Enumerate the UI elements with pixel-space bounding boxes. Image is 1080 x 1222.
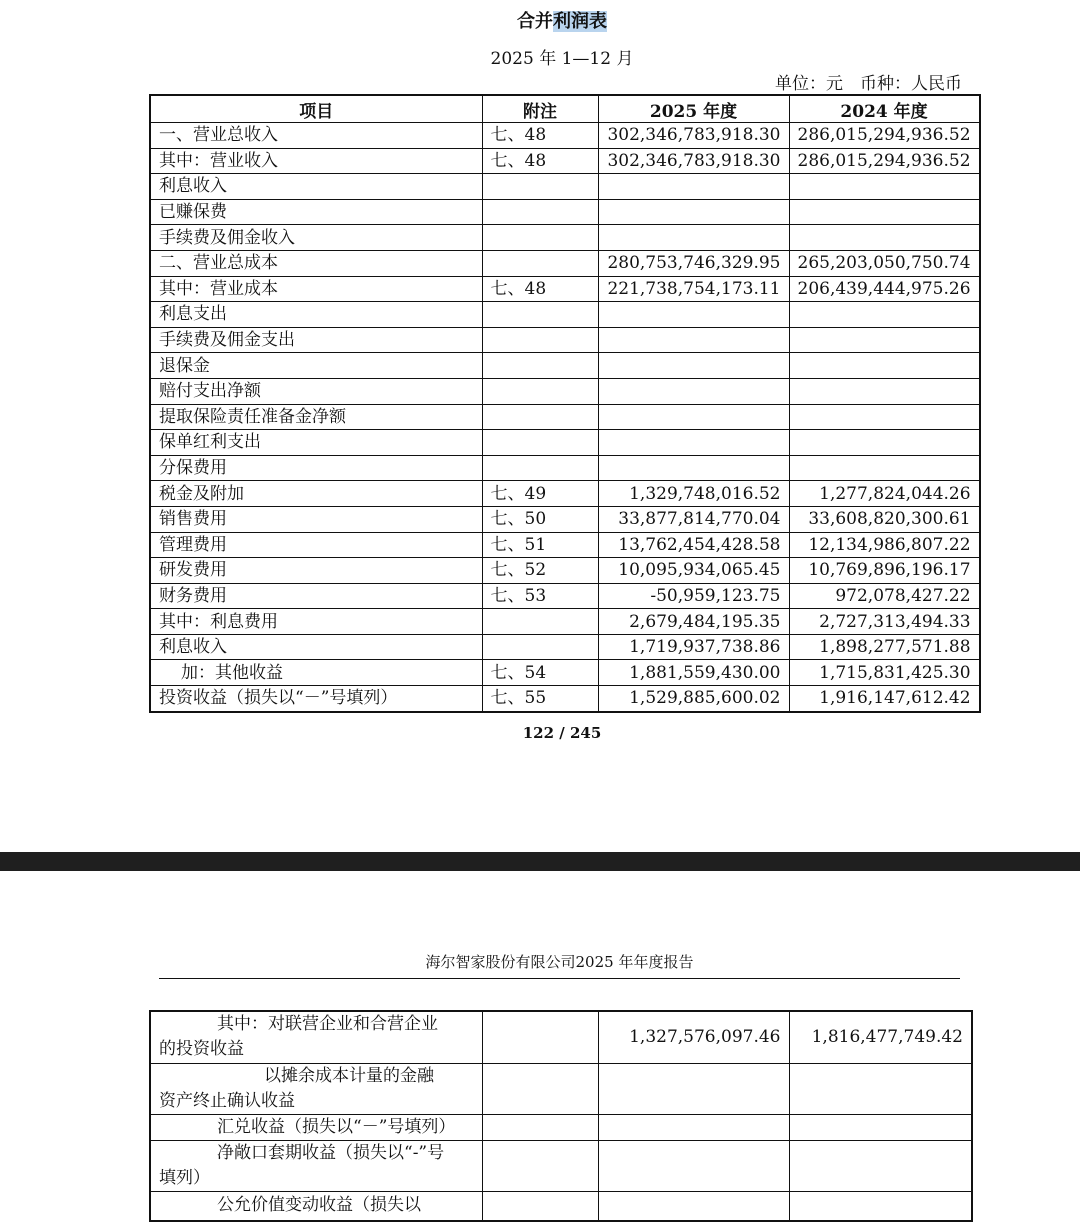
row-item bbox=[150, 1011, 482, 1063]
row-2024-value: 12,134,986,807.22 bbox=[789, 532, 980, 558]
table-row bbox=[150, 378, 980, 404]
row-2025-value bbox=[598, 174, 789, 200]
row-2025-value: 1,327,576,097.46 bbox=[598, 1011, 789, 1063]
row-note bbox=[482, 302, 598, 328]
row-item: 保单红利支出 bbox=[150, 430, 482, 456]
row-item-line2: 填列） bbox=[159, 1167, 210, 1188]
row-2025-value: 33,877,814,770.04 bbox=[598, 506, 789, 532]
header-item: 项目 bbox=[150, 95, 482, 123]
row-2024-value: 1,816,477,749.42 bbox=[789, 1011, 972, 1063]
row-2024-value: 286,015,294,936.52 bbox=[789, 123, 980, 149]
row-2024-value: 1,898,277,571.88 bbox=[789, 634, 980, 660]
row-2024-value: 286,015,294,936.52 bbox=[789, 148, 980, 174]
row-item: 加：其他收益 bbox=[150, 660, 482, 686]
page-separator bbox=[0, 852, 1080, 871]
row-2024-value: 1,715,831,425.30 bbox=[789, 660, 980, 686]
table-row bbox=[150, 276, 980, 302]
row-note bbox=[482, 455, 598, 481]
row-item: 利息收入 bbox=[150, 634, 482, 660]
row-item: 税金及附加 bbox=[150, 481, 482, 507]
row-note: 七、48 bbox=[482, 123, 598, 149]
row-item-line1: 净敞口套期收益（损失以“-”号 bbox=[217, 1142, 445, 1163]
row-item: 提取保险责任准备金净额 bbox=[150, 404, 482, 430]
unit-currency-line: 单位：元 币种：人民币 bbox=[775, 74, 962, 94]
row-note bbox=[482, 327, 598, 353]
row-note bbox=[482, 1140, 598, 1191]
row-note: 七、55 bbox=[482, 686, 598, 712]
row-2025-value bbox=[598, 455, 789, 481]
row-note bbox=[482, 1011, 598, 1063]
row-item: 利息收入 bbox=[150, 174, 482, 200]
table-row bbox=[150, 455, 980, 481]
row-note bbox=[482, 199, 598, 225]
income-statement-table bbox=[149, 94, 981, 713]
table-row bbox=[150, 1191, 972, 1221]
row-item: 管理费用 bbox=[150, 532, 482, 558]
table-row bbox=[150, 660, 980, 686]
statement-title bbox=[0, 7, 1080, 33]
row-2025-value: 1,529,885,600.02 bbox=[598, 686, 789, 712]
row-2025-value: 221,738,754,173.11 bbox=[598, 276, 789, 302]
header-2025: 2025 年度 bbox=[598, 95, 789, 123]
row-2024-value bbox=[789, 1191, 972, 1221]
row-note bbox=[482, 430, 598, 456]
row-2024-value bbox=[789, 199, 980, 225]
row-item-line2: 资产终止确认收益 bbox=[159, 1090, 295, 1111]
row-note bbox=[482, 225, 598, 251]
row-note: 七、51 bbox=[482, 532, 598, 558]
row-item: 手续费及佣金支出 bbox=[150, 327, 482, 353]
table-row bbox=[150, 404, 980, 430]
table-row bbox=[150, 148, 980, 174]
row-2025-value: 2,679,484,195.35 bbox=[598, 609, 789, 635]
row-item bbox=[150, 1191, 482, 1221]
row-item-line1: 其中：对联营企业和合营企业 bbox=[217, 1014, 438, 1035]
row-note: 七、52 bbox=[482, 558, 598, 584]
table-row bbox=[150, 481, 980, 507]
row-2025-value: 1,719,937,738.86 bbox=[598, 634, 789, 660]
row-item: 分保费用 bbox=[150, 455, 482, 481]
row-2024-value bbox=[789, 174, 980, 200]
row-item: 其中：营业收入 bbox=[150, 148, 482, 174]
income-statement-table-continued bbox=[149, 1010, 973, 1222]
table-row bbox=[150, 583, 980, 609]
title-highlighted-text[interactable]: 利润表 bbox=[553, 11, 607, 32]
row-note: 七、49 bbox=[482, 481, 598, 507]
table-row bbox=[150, 302, 980, 328]
table-row bbox=[150, 1140, 972, 1191]
row-note bbox=[482, 609, 598, 635]
table-row bbox=[150, 327, 980, 353]
table-row bbox=[150, 225, 980, 251]
table-row bbox=[150, 532, 980, 558]
row-item bbox=[150, 1063, 482, 1114]
row-2024-value: 33,608,820,300.61 bbox=[789, 506, 980, 532]
row-item bbox=[150, 1114, 482, 1140]
row-2025-value: 280,753,746,329.95 bbox=[598, 250, 789, 276]
row-2025-value: -50,959,123.75 bbox=[598, 583, 789, 609]
report-running-header: 海尔智家股份有限公司2025 年年度报告 bbox=[159, 951, 960, 979]
row-2024-value bbox=[789, 430, 980, 456]
row-2024-value bbox=[789, 353, 980, 379]
title-text: 合并 bbox=[517, 11, 553, 32]
row-2025-value bbox=[598, 1191, 789, 1221]
row-item: 其中：利息费用 bbox=[150, 609, 482, 635]
table-row bbox=[150, 686, 980, 712]
table-row bbox=[150, 250, 980, 276]
row-2024-value bbox=[789, 327, 980, 353]
row-item: 已赚保费 bbox=[150, 199, 482, 225]
row-item: 其中：营业成本 bbox=[150, 276, 482, 302]
row-2025-value bbox=[598, 327, 789, 353]
row-item-line1: 以摊余成本计量的金融 bbox=[264, 1065, 434, 1086]
row-2025-value bbox=[598, 199, 789, 225]
row-2024-value bbox=[789, 1140, 972, 1191]
row-2024-value: 2,727,313,494.33 bbox=[789, 609, 980, 635]
row-item: 赔付支出净额 bbox=[150, 378, 482, 404]
row-note bbox=[482, 174, 598, 200]
row-2024-value bbox=[789, 455, 980, 481]
row-item-line1: 汇兑收益（损失以“－”号填列） bbox=[217, 1116, 456, 1137]
row-note bbox=[482, 1191, 598, 1221]
page-number: 122 / 245 bbox=[522, 724, 602, 742]
row-2025-value bbox=[598, 1063, 789, 1114]
row-2025-value bbox=[598, 1114, 789, 1140]
row-2025-value: 13,762,454,428.58 bbox=[598, 532, 789, 558]
row-2024-value bbox=[789, 302, 980, 328]
row-item: 投资收益（损失以“－”号填列） bbox=[150, 686, 482, 712]
table-row bbox=[150, 1063, 972, 1114]
row-item-line2: 的投资收益 bbox=[159, 1039, 244, 1060]
header-2024: 2024 年度 bbox=[789, 95, 980, 123]
table-row bbox=[150, 430, 980, 456]
table-row bbox=[150, 1114, 972, 1140]
row-2025-value: 1,881,559,430.00 bbox=[598, 660, 789, 686]
row-2024-value: 10,769,896,196.17 bbox=[789, 558, 980, 584]
row-note: 七、48 bbox=[482, 148, 598, 174]
row-note bbox=[482, 1114, 598, 1140]
row-2024-value bbox=[789, 1063, 972, 1114]
row-note bbox=[482, 634, 598, 660]
table-row bbox=[150, 123, 980, 149]
row-note bbox=[482, 353, 598, 379]
row-note: 七、48 bbox=[482, 276, 598, 302]
row-2024-value: 972,078,427.22 bbox=[789, 583, 980, 609]
report-page-123 bbox=[0, 871, 1080, 1216]
row-2025-value: 1,329,748,016.52 bbox=[598, 481, 789, 507]
row-note bbox=[482, 404, 598, 430]
table-row bbox=[150, 506, 980, 532]
table-row bbox=[150, 634, 980, 660]
row-item: 手续费及佣金收入 bbox=[150, 225, 482, 251]
row-2025-value: 302,346,783,918.30 bbox=[598, 148, 789, 174]
row-2025-value bbox=[598, 1140, 789, 1191]
table-row bbox=[150, 174, 980, 200]
row-2025-value bbox=[598, 378, 789, 404]
row-2024-value bbox=[789, 378, 980, 404]
table-row bbox=[150, 1011, 972, 1063]
table-row bbox=[150, 558, 980, 584]
row-note bbox=[482, 250, 598, 276]
row-item: 退保金 bbox=[150, 353, 482, 379]
row-note: 七、54 bbox=[482, 660, 598, 686]
row-2024-value bbox=[789, 1114, 972, 1140]
row-2025-value: 10,095,934,065.45 bbox=[598, 558, 789, 584]
table-row bbox=[150, 199, 980, 225]
row-item bbox=[150, 1140, 482, 1191]
statement-period: 2025 年 1—12 月 bbox=[490, 49, 634, 69]
row-2025-value bbox=[598, 404, 789, 430]
row-2024-value bbox=[789, 404, 980, 430]
row-note bbox=[482, 1063, 598, 1114]
row-2025-value bbox=[598, 430, 789, 456]
header-note: 附注 bbox=[482, 95, 598, 123]
row-note: 七、53 bbox=[482, 583, 598, 609]
table-row bbox=[150, 609, 980, 635]
row-item: 研发费用 bbox=[150, 558, 482, 584]
row-item: 销售费用 bbox=[150, 506, 482, 532]
row-2024-value: 1,277,824,044.26 bbox=[789, 481, 980, 507]
row-item: 二、营业总成本 bbox=[150, 250, 482, 276]
table-header-row bbox=[150, 95, 980, 123]
row-2025-value bbox=[598, 302, 789, 328]
row-2024-value: 206,439,444,975.26 bbox=[789, 276, 980, 302]
row-note: 七、50 bbox=[482, 506, 598, 532]
row-item-line1: 公允价值变动收益（损失以 bbox=[217, 1195, 421, 1216]
row-2024-value bbox=[789, 225, 980, 251]
row-item: 财务费用 bbox=[150, 583, 482, 609]
row-item: 利息支出 bbox=[150, 302, 482, 328]
table-row bbox=[150, 353, 980, 379]
row-2024-value: 265,203,050,750.74 bbox=[789, 250, 980, 276]
row-2025-value bbox=[598, 225, 789, 251]
row-2024-value: 1,916,147,612.42 bbox=[789, 686, 980, 712]
row-2025-value: 302,346,783,918.30 bbox=[598, 123, 789, 149]
row-note bbox=[482, 378, 598, 404]
row-2025-value bbox=[598, 353, 789, 379]
row-item: 一、营业总收入 bbox=[150, 123, 482, 149]
